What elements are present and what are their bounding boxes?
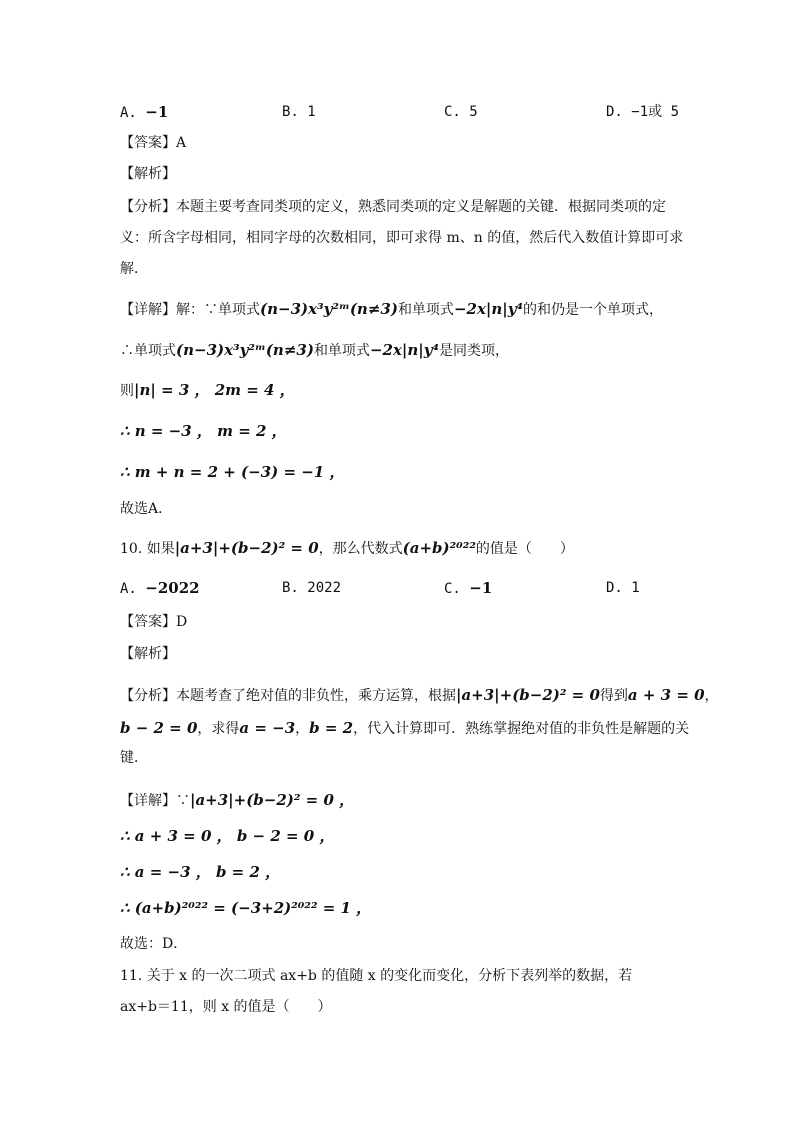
text: ∴单项式 bbox=[120, 343, 176, 359]
option-letter: C. bbox=[444, 581, 461, 597]
math-term: ∴ n = −3 ， m = 2 ， bbox=[120, 422, 287, 440]
q9-option-a bbox=[120, 102, 168, 123]
q10-option-a bbox=[120, 578, 200, 599]
q10-a-line bbox=[120, 826, 334, 847]
math-term: ∴ (a+b)²⁰²² = (−3+2)²⁰²² = 1 ， bbox=[120, 899, 372, 917]
math-term: a = −3 bbox=[239, 719, 296, 737]
text: 【分析】本题考查了绝对值的非负性，乘方运算，根据 bbox=[120, 688, 456, 704]
option-value: 5 bbox=[469, 104, 478, 120]
q9-option-c bbox=[444, 102, 478, 122]
q9-answer: 【答案】A bbox=[120, 135, 187, 151]
math-term: |a+3|+(b−2)² = 0 bbox=[174, 539, 319, 557]
option-value: −1 bbox=[469, 579, 493, 597]
q9-option-d bbox=[606, 102, 679, 122]
math-term: (n−3)x³y²ᵐ(n≠3) bbox=[260, 300, 398, 318]
option-value: −1或 5 bbox=[631, 104, 680, 120]
text: 得到 bbox=[599, 688, 628, 704]
q10-fenxi-line3: 键． bbox=[120, 750, 148, 766]
text: ，求得 bbox=[197, 721, 240, 737]
q10-option-b bbox=[282, 578, 341, 598]
text: 【详解】解：∵单项式 bbox=[120, 302, 260, 318]
q9-then-line bbox=[120, 380, 295, 401]
q10-stem bbox=[120, 538, 574, 559]
text: ，那么代数式 bbox=[318, 541, 403, 557]
q9-choose: 故选A． bbox=[120, 501, 173, 517]
math-term: b − 2 = 0 bbox=[120, 719, 198, 737]
q10-choose: 故选：D． bbox=[120, 936, 188, 952]
text: 则 bbox=[120, 383, 134, 399]
math-term: b = 2 bbox=[309, 719, 354, 737]
q9-fenxi-line1: 【分析】本题主要考查同类项的定义，熟悉同类项的定义是解题的关键．根据同类项的定 bbox=[120, 199, 666, 215]
q9-therefore-line bbox=[120, 340, 509, 361]
math-term: |n| = 3 ， 2m = 4 ， bbox=[134, 381, 295, 399]
q9-analysis-header: 【解析】 bbox=[120, 166, 176, 182]
q11-stem-line2: ax+b＝11，则 x 的值是（ ） bbox=[120, 999, 332, 1015]
text: 和单项式 bbox=[313, 343, 370, 359]
q9-fenxi-line2: 义：所含字母相同，相同字母的次数相同，即可求得 m、n 的值，然后代入数值计算即可求 bbox=[120, 230, 684, 246]
math-term: ∴ a + 3 = 0 ， b − 2 = 0 ， bbox=[120, 827, 335, 845]
math-term: −2x|n|y⁴ bbox=[453, 300, 523, 318]
q10-answer: 【答案】D bbox=[120, 614, 188, 630]
option-value: 2022 bbox=[307, 580, 342, 596]
text: ， bbox=[295, 721, 310, 737]
q9-sum-line bbox=[120, 462, 344, 483]
math-term: ∴ m + n = 2 + (−3) = −1 ， bbox=[120, 463, 345, 481]
q10-option-c bbox=[444, 578, 492, 599]
text: 的值是（ ） bbox=[475, 541, 574, 557]
math-term: |a+3|+(b−2)² = 0 ， bbox=[190, 791, 355, 809]
text: 的和仍是一个单项式， bbox=[523, 302, 663, 318]
q10-analysis-header: 【解析】 bbox=[120, 646, 176, 662]
math-term: (n−3)x³y²ᵐ(n≠3) bbox=[176, 341, 314, 359]
math-term: ∴ a = −3 ， b = 2 ， bbox=[120, 863, 281, 881]
text: 和单项式 bbox=[397, 302, 454, 318]
q9-detail-line bbox=[120, 299, 663, 320]
text: ， bbox=[704, 688, 719, 704]
q9-fenxi-line3: 解． bbox=[120, 261, 148, 277]
option-letter: C. bbox=[444, 104, 461, 120]
option-letter: B. bbox=[282, 580, 299, 596]
option-letter: B. bbox=[282, 104, 299, 120]
q9-n-line bbox=[120, 421, 287, 442]
option-value: −1 bbox=[145, 103, 169, 121]
text: 是同类项， bbox=[439, 343, 509, 359]
q11-stem-line1: 11. 关于 x 的一次二项式 ax+b 的值随 x 的变化而变化，分析下表列举的数据，若 bbox=[120, 968, 633, 984]
q10-ab-line bbox=[120, 862, 280, 883]
option-letter: A. bbox=[120, 581, 137, 597]
option-value: 1 bbox=[307, 104, 316, 120]
math-term: |a+3|+(b−2)² = 0 bbox=[456, 686, 600, 704]
option-value: −2022 bbox=[145, 579, 200, 597]
q10-detail-line bbox=[120, 790, 354, 811]
option-letter: D. bbox=[606, 580, 623, 596]
math-term: a + 3 = 0 bbox=[627, 686, 705, 704]
q10-result-line bbox=[120, 898, 371, 919]
option-letter: A. bbox=[120, 105, 137, 121]
q9-option-b bbox=[282, 102, 316, 122]
text: 【详解】∵ bbox=[120, 793, 190, 809]
math-term: −2x|n|y⁴ bbox=[369, 341, 439, 359]
math-term: (a+b)²⁰²² bbox=[402, 539, 476, 557]
option-letter: D. bbox=[606, 104, 623, 120]
q10-option-d bbox=[606, 578, 640, 598]
q10-fenxi-line1 bbox=[120, 685, 719, 706]
option-value: 1 bbox=[631, 580, 640, 596]
text: ，代入计算即可．熟练掌握绝对值的非负性是解题的关 bbox=[353, 721, 690, 737]
q10-fenxi-line2 bbox=[120, 718, 689, 739]
text: 10. 如果 bbox=[120, 541, 175, 557]
